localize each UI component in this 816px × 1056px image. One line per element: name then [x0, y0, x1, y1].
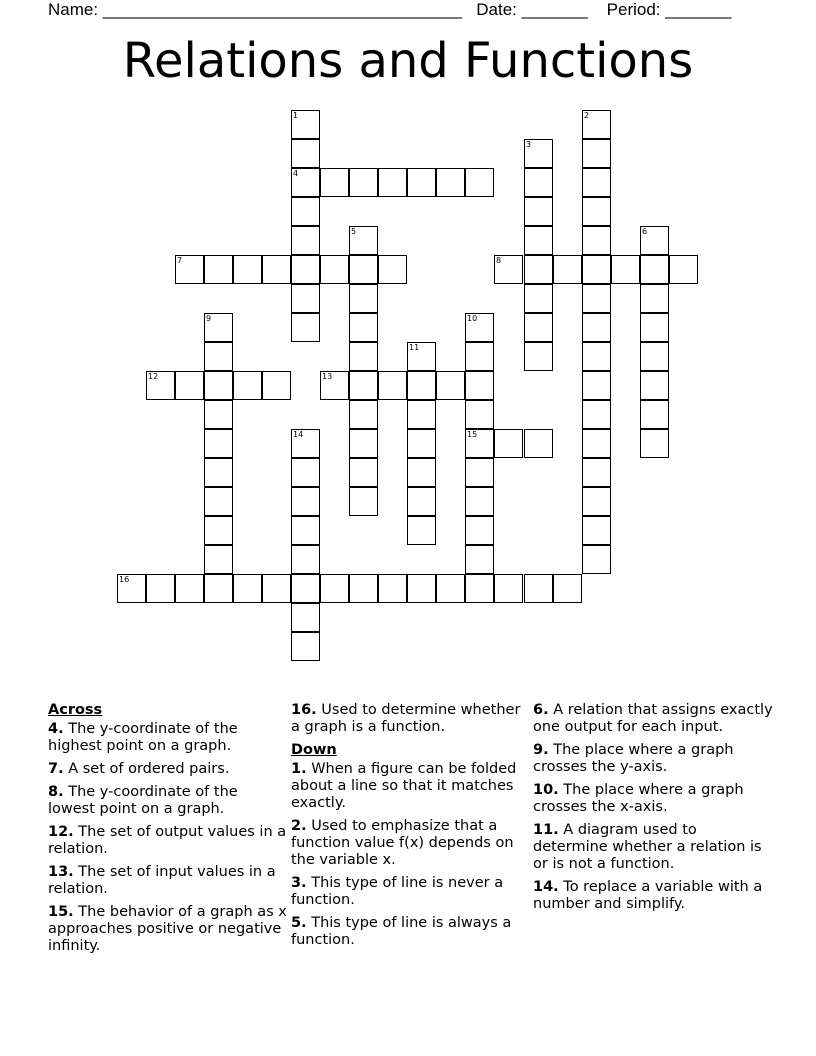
crossword-cell[interactable]: [291, 487, 320, 516]
clue-number: 14: [293, 430, 304, 439]
clue-number-label: 1.: [291, 761, 307, 777]
clue-item: [291, 761, 531, 812]
crossword-cell[interactable]: [349, 168, 378, 197]
crossword-cell[interactable]: [349, 400, 378, 429]
crossword-cell[interactable]: [494, 429, 523, 458]
clue-text: A set of ordered pairs.: [63, 761, 230, 777]
crossword-cell[interactable]: [524, 197, 553, 226]
student-info-line: Name: ______________________________________ Date: _______ Period: _______: [48, 0, 732, 19]
crossword-cell[interactable]: [146, 371, 175, 400]
crossword-cell[interactable]: [262, 255, 291, 284]
clue-number-label: 8.: [48, 784, 64, 800]
crossword-cell[interactable]: [640, 226, 669, 255]
clue-section-heading: Across: [48, 702, 103, 718]
clue-item: [48, 761, 288, 778]
crossword-cell[interactable]: [465, 545, 494, 574]
crossword-cell[interactable]: [582, 371, 611, 400]
crossword-cell[interactable]: [204, 255, 233, 284]
crossword-cell[interactable]: [465, 487, 494, 516]
clue-text: This type of line is always a function.: [291, 915, 512, 948]
crossword-cell[interactable]: [291, 545, 320, 574]
crossword-cell[interactable]: [669, 255, 698, 284]
crossword-cell[interactable]: [407, 371, 436, 400]
crossword-cell[interactable]: [553, 574, 582, 603]
crossword-cell[interactable]: [349, 574, 378, 603]
clue-number: 9: [206, 314, 212, 323]
clue-number: 12: [148, 372, 159, 381]
crossword-cell[interactable]: [640, 342, 669, 371]
clue-number-label: 4.: [48, 721, 64, 737]
crossword-cell[interactable]: [494, 255, 523, 284]
crossword-cell[interactable]: [291, 632, 320, 661]
crossword-cell[interactable]: [407, 429, 436, 458]
crossword-cell[interactable]: [524, 139, 553, 168]
crossword-cell[interactable]: [291, 139, 320, 168]
crossword-cell[interactable]: [640, 284, 669, 313]
crossword-cell[interactable]: [582, 168, 611, 197]
crossword-cell[interactable]: [146, 574, 175, 603]
clue-number-label: 14.: [533, 879, 559, 895]
clue-number: 15: [467, 430, 478, 439]
clue-number-label: 13.: [48, 864, 74, 880]
crossword-cell[interactable]: [349, 487, 378, 516]
clue-number: 10: [467, 314, 478, 323]
crossword-cell[interactable]: [640, 429, 669, 458]
crossword-cell[interactable]: [349, 458, 378, 487]
clue-text: Used to determine whether a graph is a function.: [291, 702, 521, 735]
crossword-cell[interactable]: [465, 168, 494, 197]
clue-number-label: 10.: [533, 782, 559, 798]
clue-item: [533, 782, 773, 816]
crossword-cell[interactable]: [291, 429, 320, 458]
crossword-cell[interactable]: [291, 458, 320, 487]
clue-text: A diagram used to determine whether a relation is or is not a function.: [533, 822, 762, 872]
clue-text: To replace a variable with a number and simplify.: [533, 879, 763, 912]
crossword-cell[interactable]: [640, 400, 669, 429]
crossword-cell[interactable]: [291, 226, 320, 255]
crossword-cell[interactable]: [320, 255, 349, 284]
clue-number: 1: [293, 111, 299, 120]
crossword-cell[interactable]: [204, 342, 233, 371]
clue-text: The set of input values in a relation.: [48, 864, 276, 897]
crossword-cell[interactable]: [233, 574, 262, 603]
crossword-cell[interactable]: [320, 371, 349, 400]
crossword-cell[interactable]: [582, 226, 611, 255]
crossword-cell[interactable]: [378, 574, 407, 603]
crossword-cell[interactable]: [378, 168, 407, 197]
clue-number-label: 6.: [533, 702, 549, 718]
crossword-cell[interactable]: [524, 429, 553, 458]
crossword-cell[interactable]: [204, 371, 233, 400]
clue-text: When a figure can be folded about a line so that it matches exactly.: [291, 761, 517, 811]
clue-item: [48, 721, 288, 755]
crossword-cell[interactable]: [320, 168, 349, 197]
crossword-cell[interactable]: [640, 255, 669, 284]
crossword-cell[interactable]: [465, 516, 494, 545]
clue-item: [291, 915, 531, 949]
crossword-cell[interactable]: [291, 110, 320, 139]
crossword-cell[interactable]: [349, 284, 378, 313]
crossword-cell[interactable]: [465, 400, 494, 429]
crossword-cell[interactable]: [407, 516, 436, 545]
clue-number: 11: [409, 343, 420, 352]
crossword-cell[interactable]: [640, 313, 669, 342]
clue-item: [48, 784, 288, 818]
clue-number: 7: [177, 256, 183, 265]
clue-text: Used to emphasize that a function value f(x) depends on the variable x.: [291, 818, 514, 868]
clue-number-label: 3.: [291, 875, 307, 891]
crossword-cell[interactable]: [582, 487, 611, 516]
crossword-cell[interactable]: [175, 574, 204, 603]
crossword-cell[interactable]: [291, 313, 320, 342]
clue-number: 3: [526, 140, 532, 149]
crossword-cell[interactable]: [582, 313, 611, 342]
clue-number: 4: [293, 169, 299, 178]
crossword-cell[interactable]: [291, 284, 320, 313]
crossword-cell[interactable]: [204, 545, 233, 574]
crossword-cell[interactable]: [582, 255, 611, 284]
crossword-cell[interactable]: [465, 313, 494, 342]
clue-item: [533, 879, 773, 913]
clue-number: 6: [642, 227, 648, 236]
clue-text: The behavior of a graph as x approaches positive or negative infinity.: [48, 904, 287, 954]
crossword-cell[interactable]: [407, 458, 436, 487]
crossword-cell[interactable]: [436, 371, 465, 400]
crossword-cell[interactable]: [436, 574, 465, 603]
crossword-cell[interactable]: [582, 110, 611, 139]
clue-number: 8: [496, 256, 502, 265]
clue-item: [48, 824, 288, 858]
clue-item: [291, 702, 531, 736]
crossword-cell[interactable]: [349, 255, 378, 284]
clue-number: 2: [584, 111, 590, 120]
crossword-cell[interactable]: [524, 168, 553, 197]
clue-number: 5: [351, 227, 357, 236]
clue-text: The place where a graph crosses the x-axis.: [533, 782, 744, 815]
crossword-cell[interactable]: [407, 342, 436, 371]
crossword-cell[interactable]: [407, 168, 436, 197]
crossword-cell[interactable]: [407, 574, 436, 603]
clue-number: 13: [322, 372, 333, 381]
crossword-cell[interactable]: [349, 342, 378, 371]
clue-number-label: 9.: [533, 742, 549, 758]
crossword-cell[interactable]: [465, 458, 494, 487]
crossword-cell[interactable]: [465, 574, 494, 603]
crossword-cell[interactable]: [291, 168, 320, 197]
crossword-cell[interactable]: [349, 226, 378, 255]
crossword-cell[interactable]: [524, 342, 553, 371]
clue-item: [48, 864, 288, 898]
crossword-cell[interactable]: [524, 574, 553, 603]
crossword-cell[interactable]: [465, 429, 494, 458]
crossword-cell[interactable]: [320, 574, 349, 603]
crossword-cell[interactable]: [436, 168, 465, 197]
clue-number-label: 11.: [533, 822, 559, 838]
crossword-cell[interactable]: [204, 458, 233, 487]
crossword-cell[interactable]: [291, 255, 320, 284]
clue-item: [291, 875, 531, 909]
clue-section-heading: Down: [291, 742, 337, 758]
crossword-cell[interactable]: [262, 371, 291, 400]
crossword-cell[interactable]: [465, 342, 494, 371]
crossword-cell[interactable]: [349, 313, 378, 342]
crossword-cell[interactable]: [611, 255, 640, 284]
crossword-cell[interactable]: [582, 516, 611, 545]
crossword-cell[interactable]: [582, 284, 611, 313]
clue-number-label: 5.: [291, 915, 307, 931]
clue-item: [533, 742, 773, 776]
crossword-cell[interactable]: [582, 429, 611, 458]
crossword-cell[interactable]: [204, 574, 233, 603]
clue-text: The y-coordinate of the lowest point on a graph.: [48, 784, 238, 817]
clue-number: 16: [119, 575, 130, 584]
clue-number-label: 12.: [48, 824, 74, 840]
page-title: Relations and Functions: [122, 33, 694, 89]
crossword-cell[interactable]: [524, 226, 553, 255]
crossword-cell[interactable]: [553, 255, 582, 284]
crossword-cell[interactable]: [582, 342, 611, 371]
crossword-cell[interactable]: [291, 197, 320, 226]
crossword-cell[interactable]: [175, 255, 204, 284]
crossword-cell[interactable]: [407, 487, 436, 516]
crossword-cell[interactable]: [291, 603, 320, 632]
clue-text: The place where a graph crosses the y-axis.: [533, 742, 734, 775]
crossword-cell[interactable]: [524, 255, 553, 284]
crossword-cell[interactable]: [175, 371, 204, 400]
crossword-cell[interactable]: [494, 574, 523, 603]
clue-number-label: 15.: [48, 904, 74, 920]
clue-text: This type of line is never a function.: [291, 875, 504, 908]
crossword-cell[interactable]: [204, 429, 233, 458]
crossword-cell[interactable]: [582, 400, 611, 429]
crossword-cell[interactable]: [582, 458, 611, 487]
crossword-cell[interactable]: [204, 313, 233, 342]
clue-number-label: 2.: [291, 818, 307, 834]
crossword-cell[interactable]: [407, 400, 436, 429]
crossword-cell[interactable]: [233, 255, 262, 284]
crossword-cell[interactable]: [378, 255, 407, 284]
clue-item: [533, 822, 773, 873]
crossword-cell[interactable]: [291, 516, 320, 545]
clues-column-2: [291, 702, 531, 955]
clue-number-label: 16.: [291, 702, 317, 718]
clue-item: [291, 818, 531, 869]
crossword-cell[interactable]: [582, 139, 611, 168]
clues-column-1: [48, 702, 288, 961]
crossword-cell[interactable]: [582, 545, 611, 574]
crossword-cell[interactable]: [524, 284, 553, 313]
crossword-cell[interactable]: [582, 197, 611, 226]
crossword-cell[interactable]: [378, 371, 407, 400]
crossword-cell[interactable]: [640, 371, 669, 400]
crossword-cell[interactable]: [204, 487, 233, 516]
crossword-cell[interactable]: [233, 371, 262, 400]
crossword-cell[interactable]: [349, 429, 378, 458]
crossword-cell[interactable]: [524, 313, 553, 342]
clue-text: A relation that assigns exactly one output for each input.: [533, 702, 773, 735]
clue-number-label: 7.: [48, 761, 64, 777]
crossword-cell[interactable]: [291, 574, 320, 603]
clue-text: The set of output values in a relation.: [48, 824, 287, 857]
crossword-cell[interactable]: [465, 371, 494, 400]
clue-text: The y-coordinate of the highest point on a graph.: [48, 721, 238, 754]
crossword-cell[interactable]: [349, 371, 378, 400]
crossword-cell[interactable]: [204, 400, 233, 429]
clue-item: [533, 702, 773, 736]
clues-column-3: [533, 702, 773, 919]
clue-item: [48, 904, 288, 955]
crossword-cell[interactable]: [117, 574, 146, 603]
crossword-cell[interactable]: [262, 574, 291, 603]
crossword-cell[interactable]: [204, 516, 233, 545]
